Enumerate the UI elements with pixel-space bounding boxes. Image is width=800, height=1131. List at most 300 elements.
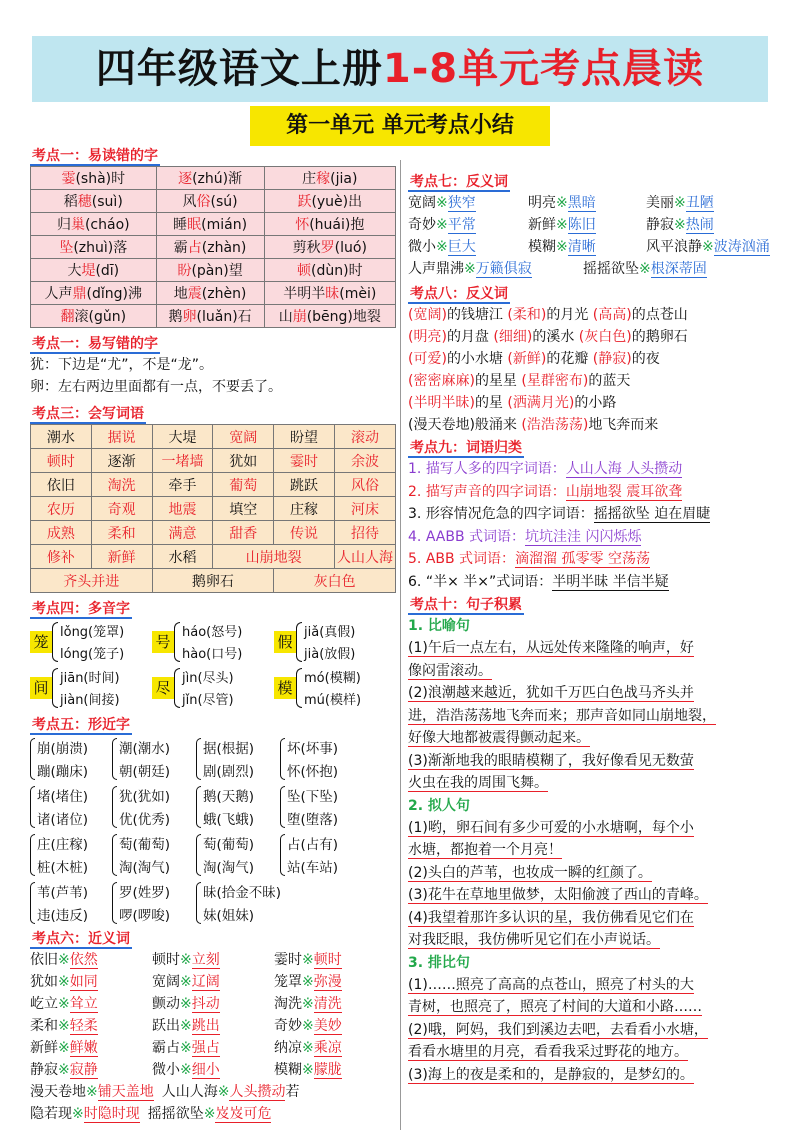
cell-key-char: 翻 xyxy=(60,309,75,325)
cell-key-char: 崩 xyxy=(292,309,307,325)
word-cell: 成熟 xyxy=(31,521,92,545)
star-icon: ※ xyxy=(302,952,314,968)
word-cell: 招待 xyxy=(334,521,395,545)
synonym-extra-line-1 xyxy=(30,1081,400,1103)
cell-pinyin: 滚(gǔn) xyxy=(74,309,127,325)
fill-answer: (静寂) xyxy=(592,351,632,367)
brace-icon xyxy=(280,786,285,828)
synonym-item xyxy=(152,993,274,1015)
personification-head: 2. 拟人句 xyxy=(408,797,470,814)
similar-char-1: 罗(姓罗) xyxy=(119,885,171,901)
fill-answer: (可爱) xyxy=(408,351,447,367)
cell-key-char: 逐 xyxy=(178,171,193,187)
column-divider xyxy=(400,160,401,1130)
word-cell: 逐渐 xyxy=(91,449,152,473)
classify-number: 2. xyxy=(408,483,426,500)
polyphone-reading-2: lóng(笼子) xyxy=(60,647,125,662)
synonym-answer: 立刻 xyxy=(191,952,220,968)
synonym-item xyxy=(30,1106,140,1122)
synonym-word: 依旧 xyxy=(30,952,58,968)
synonym-item xyxy=(274,971,396,993)
cell-prefix: 鹅 xyxy=(168,309,183,325)
synonym-word: 宽阔 xyxy=(152,974,180,990)
similar-char-pair xyxy=(30,831,112,879)
star-icon: ※ xyxy=(436,239,448,255)
fill-answer: (密密麻麻) xyxy=(408,373,475,389)
antonym-item xyxy=(646,192,766,214)
synonym-answer: 依然 xyxy=(69,952,98,968)
similar-char-1: 潮(潮水) xyxy=(119,741,171,757)
misread-cell xyxy=(31,236,157,259)
sentence-line: 水塘，都抱着一个月亮！ xyxy=(408,842,562,858)
star-icon: ※ xyxy=(203,1106,216,1122)
word-cell: 甜香 xyxy=(213,521,274,545)
word-cell: 据说 xyxy=(91,425,152,449)
star-icon: ※ xyxy=(302,996,314,1012)
classify-answer: 摇摇欲坠 迫在眉睫 xyxy=(593,506,711,522)
similar-char-2: 朝(朝廷) xyxy=(119,764,171,780)
polyphone-char: 假 xyxy=(274,631,296,653)
polyphone-reading-1: jìn(尽头) xyxy=(182,671,234,686)
antonym-fill-line xyxy=(408,370,778,392)
similar-char-1: 昧(拾金不昧) xyxy=(203,885,282,901)
brace-icon xyxy=(196,738,201,780)
star-icon: ※ xyxy=(217,1084,230,1100)
synonym-item xyxy=(152,1015,274,1037)
synonym-answer: 铺天盖地 xyxy=(97,1084,154,1100)
antonym-word: 人声鼎沸 xyxy=(408,261,464,277)
synonym-word: 顿时 xyxy=(152,952,180,968)
antonym-fill-line xyxy=(408,304,778,326)
synonym-word: 模糊 xyxy=(274,1062,302,1078)
star-icon: ※ xyxy=(180,974,192,990)
fill-text: 的星星 xyxy=(474,373,522,389)
fill-text: 的月光 xyxy=(546,307,593,323)
star-icon: ※ xyxy=(180,1018,192,1034)
synonym-item xyxy=(30,1084,154,1100)
synonym-item xyxy=(30,949,152,971)
synonym-answer: 弥漫 xyxy=(313,974,342,990)
section-head-4: 考点四：多音字 xyxy=(32,601,130,617)
word-cell: 满意 xyxy=(152,521,213,545)
similar-char-1: 堵(堵住) xyxy=(37,789,89,805)
star-icon: ※ xyxy=(302,974,314,990)
similar-char-1: 据(根据) xyxy=(203,741,255,757)
synonym-answer: 跳出 xyxy=(191,1018,220,1034)
polyphone-reading-2: mú(模样) xyxy=(304,693,362,708)
star-icon: ※ xyxy=(180,952,192,968)
synonym-item xyxy=(274,993,396,1015)
sentence-line: (2)浪潮越来越近，犹如千万匹白色战马齐头并 xyxy=(408,685,694,701)
synonym-item xyxy=(30,1059,152,1081)
brace-icon xyxy=(196,786,201,828)
brace-icon xyxy=(112,786,117,828)
cell-key-char: 卵 xyxy=(182,309,197,325)
antonym-fill-line xyxy=(408,414,778,436)
polyphone-item xyxy=(30,619,152,665)
similar-char-2: 妹(姐妹) xyxy=(203,908,255,924)
synonym-answer: 轻柔 xyxy=(69,1018,98,1034)
sentence xyxy=(408,817,778,862)
synonym-word: 纳凉 xyxy=(274,1040,302,1056)
fill-text: 的星 xyxy=(474,395,508,411)
antonym-line xyxy=(408,214,778,236)
sentence-line: (4)我望着那许多认识的星，我仿佛看见它们在 xyxy=(408,909,694,926)
synonym-answer: 时隐时现 xyxy=(83,1106,140,1122)
classify-question: AABB 式词语： xyxy=(425,528,526,545)
similar-char-1: 占(占有) xyxy=(287,837,339,853)
sentence-line: 进，浩浩荡荡地飞奔而来；那声音如同山崩地裂， xyxy=(408,707,716,724)
polyphone-item xyxy=(274,619,396,665)
personification-sentences xyxy=(408,817,778,952)
star-icon: ※ xyxy=(702,239,714,255)
similar-char-2: 桩(木桩) xyxy=(37,860,89,876)
misread-cell xyxy=(264,236,395,259)
synonym-word: 新鲜 xyxy=(30,1040,58,1056)
cell-pinyin: (dǐng)沸 xyxy=(86,286,143,302)
classify-line xyxy=(408,503,778,526)
star-icon: ※ xyxy=(180,996,192,1012)
cell-pinyin: (bēng)地裂 xyxy=(306,309,381,325)
fill-answer: (高高) xyxy=(592,307,632,323)
sentence xyxy=(408,637,778,682)
classify-line xyxy=(408,548,778,571)
cell-prefix: 稻 xyxy=(63,194,78,210)
star-icon: ※ xyxy=(436,195,448,211)
cell-pinyin: (cháo) xyxy=(84,217,130,233)
title-part2: 1-8单元考点晨读 xyxy=(382,46,705,92)
fill-answer: (柔和) xyxy=(507,307,547,323)
polyphone-item xyxy=(274,665,396,711)
antonym-answer: 陈旧 xyxy=(567,217,596,233)
antonym-fill-line xyxy=(408,326,778,348)
word-cell: 牵手 xyxy=(152,473,213,497)
word-cell: 顿时 xyxy=(31,449,92,473)
synonym-extra-line-2 xyxy=(30,1103,400,1125)
fill-text: 的钱塘江 xyxy=(446,307,508,323)
brace-icon xyxy=(174,622,180,662)
misread-chars-table xyxy=(30,166,396,328)
synonym-item xyxy=(162,1084,286,1101)
section-head-7: 考点七：反义词 xyxy=(410,174,508,190)
antonym-word: 模糊 xyxy=(528,239,556,255)
similar-char-2: 堕(堕落) xyxy=(287,812,339,828)
sentence-line: (3)花牛在草地里做梦，太阳偷渡了西山的青峰。 xyxy=(408,887,708,903)
synonym-word: 漫天卷地 xyxy=(30,1084,86,1100)
fill-text: 的鹅卵石 xyxy=(631,329,688,345)
synonym-item xyxy=(30,971,152,993)
misread-cell xyxy=(156,259,264,282)
synonym-word: 犹如 xyxy=(30,974,58,990)
fill-text: 的小水塘 xyxy=(446,351,508,367)
antonym-word: 宽阔 xyxy=(408,195,436,211)
synonym-answer: 鲜嫩 xyxy=(69,1040,98,1056)
brace-icon xyxy=(296,668,302,708)
cell-pinyin: (mèi) xyxy=(339,286,377,302)
polyphone-reading-2: hào(口号) xyxy=(182,647,243,662)
similar-char-pair xyxy=(30,879,112,927)
cell-pinyin: (mián) xyxy=(201,217,248,233)
similar-char-pair xyxy=(112,831,196,879)
misread-cell xyxy=(31,167,157,190)
section-head-5: 考点五：形近字 xyxy=(32,717,130,733)
similar-char-1: 萄(葡萄) xyxy=(203,837,255,853)
classify-answer: 滴溜溜 孤零零 空荡荡 xyxy=(515,551,650,567)
similar-char-2: 淘(淘气) xyxy=(203,860,255,876)
metaphor-sentences xyxy=(408,637,778,795)
word-cell: 河床 xyxy=(334,497,395,521)
similar-char-2: 啰(啰唆) xyxy=(119,908,171,924)
similar-char-1: 坠(下坠) xyxy=(287,789,339,805)
word-cell: 余波 xyxy=(334,449,395,473)
polyphone-reading-2: jiàn(间接) xyxy=(60,693,120,708)
cell-pinyin: (pàn)望 xyxy=(191,263,243,279)
misread-cell xyxy=(156,213,264,236)
classify-question: “半× 半×”式词语： xyxy=(425,573,553,590)
antonym-line xyxy=(408,192,778,214)
fill-text: 的小路 xyxy=(574,395,617,411)
similar-char-pair xyxy=(280,735,360,783)
page-title xyxy=(32,36,768,102)
section-head-3: 考点三：会写词语 xyxy=(32,406,144,422)
brace-icon xyxy=(280,738,285,780)
similar-char-1: 庄(庄稼) xyxy=(37,837,89,853)
misread-cell xyxy=(264,167,395,190)
similar-char-pair xyxy=(112,735,196,783)
sentence-line: (3)海上的夜是柔和的，是静寂的，是梦幻的。 xyxy=(408,1066,694,1083)
classify-answer: 山崩地裂 震耳欲聋 xyxy=(565,483,683,500)
left-column xyxy=(30,146,400,1125)
metaphor-head: 1. 比喻句 xyxy=(408,618,470,634)
polyphone-reading-1: jiān(时间) xyxy=(60,671,120,686)
misread-cell xyxy=(31,259,157,282)
word-cell: 淘洗 xyxy=(91,473,152,497)
cell-prefix: 半明半 xyxy=(283,286,326,302)
classify-answer: 坑坑洼洼 闪闪烁烁 xyxy=(525,528,642,545)
synonym-word: 笼罩 xyxy=(274,974,302,990)
classify-number: 3. xyxy=(408,506,426,522)
classify-number: 6. xyxy=(408,573,426,590)
star-icon: ※ xyxy=(302,1040,314,1056)
synonym-word: 隐若现 xyxy=(30,1106,72,1122)
cell-key-char: 俗 xyxy=(196,194,211,210)
antonym-answer: 巨大 xyxy=(447,239,476,255)
star-icon: ※ xyxy=(674,195,686,211)
antonym-word: 静寂 xyxy=(646,217,674,233)
classify-question: 描写人多的四字词语： xyxy=(425,461,566,477)
cell-pinyin: (jia) xyxy=(330,171,358,187)
sentence-line: (1)哟，卵石间有多少可爱的小水塘啊，每个小 xyxy=(408,819,694,836)
section-head-9: 考点九：词语归类 xyxy=(410,440,522,456)
brace-icon xyxy=(30,834,35,876)
synonym-item xyxy=(30,1037,152,1059)
antonym-answer: 清晰 xyxy=(567,239,596,255)
polyphone-reading-1: lǒng(笼罩) xyxy=(60,625,125,640)
fill-answer: (洒满月光) xyxy=(507,395,575,411)
misread-cell xyxy=(156,190,264,213)
similar-char-1: 犹(犹如) xyxy=(119,789,171,805)
antonym-answer: 黑暗 xyxy=(567,195,596,211)
antonym-answer: 热闹 xyxy=(685,217,714,233)
sentence-line: (3)渐渐地我的眼睛模糊了，我好像看见无数萤 xyxy=(408,752,694,769)
sentence-line: (2)哦，阿妈，我们到溪边去吧，去看看小水塘， xyxy=(408,1021,708,1038)
synonym-item xyxy=(148,1106,272,1123)
cell-pinyin: (dùn)时 xyxy=(311,263,363,279)
synonym-answer: 乘凉 xyxy=(313,1040,342,1056)
brace-icon xyxy=(196,882,201,924)
star-icon: ※ xyxy=(58,974,70,990)
cell-pinyin: (zhèn) xyxy=(201,286,247,302)
polyphone-char: 尽 xyxy=(152,677,174,699)
polyphone-reading-1: háo(怒号) xyxy=(182,625,243,640)
fill-answer: (新鲜) xyxy=(507,351,547,367)
star-icon: ※ xyxy=(58,1018,70,1034)
antonym-fill-line xyxy=(408,348,778,370)
section-head-2: 考点一：易写错的字 xyxy=(32,336,158,352)
synonym-word: 奇妙 xyxy=(274,1018,302,1034)
polyphone-item xyxy=(152,619,274,665)
similar-char-2: 站(车站) xyxy=(287,860,339,876)
antonym-answer: 根深蒂固 xyxy=(650,261,707,277)
cell-key-char: 眠 xyxy=(187,217,202,233)
similar-char-1: 坏(坏事) xyxy=(287,741,339,757)
synonym-item xyxy=(274,1059,396,1081)
section-head-10: 考点十：句子积累 xyxy=(410,597,522,613)
misread-cell xyxy=(156,282,264,305)
cell-key-char: 鼎 xyxy=(72,286,87,302)
star-icon: ※ xyxy=(86,1084,98,1100)
sentence-line: (1)……照亮了高高的点苍山，照亮了村头的大 xyxy=(408,976,694,993)
synonym-word: 静寂 xyxy=(30,1062,58,1078)
antonym-item xyxy=(528,192,646,214)
misread-cell xyxy=(31,190,157,213)
antonym-word: 奇妙 xyxy=(408,217,436,233)
word-cell: 奇观 xyxy=(91,497,152,521)
classify-answer: 半明半昧 半信半疑 xyxy=(552,573,669,590)
fill-text: 的蓝天 xyxy=(588,373,631,389)
star-icon: ※ xyxy=(674,217,686,233)
synonym-word: 人山人海 xyxy=(161,1084,218,1100)
cell-key-char: 盼 xyxy=(177,263,192,279)
star-icon: ※ xyxy=(180,1040,192,1056)
fill-text: 的溪水 xyxy=(532,329,579,345)
cell-key-char: 顿 xyxy=(297,263,312,279)
word-cell: 大堤 xyxy=(152,425,213,449)
cell-key-char: 坠 xyxy=(59,240,74,256)
synonym-answer: 耸立 xyxy=(69,996,98,1012)
antonym-word: 摇摇欲坠 xyxy=(583,261,639,277)
misread-cell xyxy=(264,305,395,328)
misread-cell xyxy=(31,282,157,305)
star-icon: ※ xyxy=(72,1106,84,1122)
similar-char-pair xyxy=(196,735,280,783)
antonym-answer: 平常 xyxy=(447,217,476,233)
fill-answer: (浩浩荡荡) xyxy=(521,417,589,433)
sentence-line: (1)午后一点左右，从远处传来隆隆的响声，好 xyxy=(408,640,694,656)
classify-line xyxy=(408,458,778,481)
synonym-item xyxy=(152,971,274,993)
similar-char-pair xyxy=(112,879,196,927)
misread-cell xyxy=(31,305,157,328)
brace-icon xyxy=(112,834,117,876)
cell-key-char: 穗 xyxy=(77,194,92,210)
star-icon: ※ xyxy=(556,239,568,255)
brace-icon xyxy=(196,834,201,876)
cell-pinyin: (luǎn)石 xyxy=(196,309,252,325)
write-words-table xyxy=(30,424,396,593)
fill-answer: (半明半昧) xyxy=(408,395,475,411)
word-cell: 潮水 xyxy=(31,425,92,449)
classify-question: ABB 式词语： xyxy=(425,551,516,567)
synonym-word: 屹立 xyxy=(30,996,58,1012)
word-cell: 葡萄 xyxy=(213,473,274,497)
cell-key-char: 怀 xyxy=(295,217,310,233)
sentence xyxy=(408,1019,778,1064)
star-icon: ※ xyxy=(58,996,70,1012)
cell-pinyin: (shà)时 xyxy=(75,171,126,187)
word-cell: 修补 xyxy=(31,545,92,569)
star-icon: ※ xyxy=(58,1062,70,1078)
word-cell: 滚动 xyxy=(334,425,395,449)
misread-cell xyxy=(264,259,395,282)
sentence-line: (2)头白的芦苇，也妆成一瞬的红颜了。 xyxy=(408,864,652,881)
synonym-answer: 朦胧 xyxy=(313,1062,342,1078)
cell-prefix: 庄 xyxy=(302,171,317,187)
parallelism-head: 3. 排比句 xyxy=(408,954,470,971)
brace-icon xyxy=(174,668,180,708)
cell-key-char: 占 xyxy=(187,240,202,256)
synonym-word: 霸占 xyxy=(152,1040,180,1056)
sentence-line: 像闷雷滚动。 xyxy=(408,662,492,679)
similar-char-pair xyxy=(196,879,360,927)
cell-pinyin: (zhuì)落 xyxy=(73,240,128,256)
fill-answer: (灰白色) xyxy=(578,329,632,345)
similar-char-2: 蹦(蹦床) xyxy=(37,764,89,780)
word-cell: 风俗 xyxy=(334,473,395,497)
antonym-item xyxy=(646,236,786,258)
antonym-word: 风平浪静 xyxy=(646,239,702,255)
synonym-item xyxy=(30,993,152,1015)
sentence xyxy=(408,1064,778,1087)
polyphone-char: 笼 xyxy=(30,631,52,653)
synonym-item xyxy=(274,1037,396,1059)
brace-icon xyxy=(30,738,35,780)
cell-pinyin: (yuè)出 xyxy=(311,194,363,210)
word-cell: 鹅卵石 xyxy=(152,569,274,593)
page-subtitle: 第一单元 单元考点小结 xyxy=(250,106,550,146)
cell-key-char: 堤 xyxy=(81,263,96,279)
similar-char-pair xyxy=(112,783,196,831)
synonym-item xyxy=(30,1015,152,1037)
parallelism-sentences xyxy=(408,974,778,1087)
star-icon: ※ xyxy=(639,261,651,277)
star-icon: ※ xyxy=(464,261,476,277)
similar-char-1: 崩(崩溃) xyxy=(37,741,89,757)
similar-char-2: 优(优秀) xyxy=(119,812,171,828)
similar-char-pair xyxy=(280,783,360,831)
word-cell: 跳跃 xyxy=(274,473,335,497)
cell-pinyin: (suì) xyxy=(91,194,123,210)
synonym-item xyxy=(152,1059,274,1081)
similar-char-pair xyxy=(196,831,280,879)
miswrite-line-1: 犹：下边是“尤”，不是“龙”。 xyxy=(30,357,214,373)
synonym-word: 摇摇欲坠 xyxy=(147,1106,204,1122)
misread-cell xyxy=(156,236,264,259)
miswrite-line-2: 卵：左右两边里面都有一点，不要丢了。 xyxy=(30,379,282,395)
brace-icon xyxy=(52,622,58,662)
cell-prefix: 人声 xyxy=(44,286,73,302)
section-head-6: 考点六：近义词 xyxy=(32,931,130,947)
